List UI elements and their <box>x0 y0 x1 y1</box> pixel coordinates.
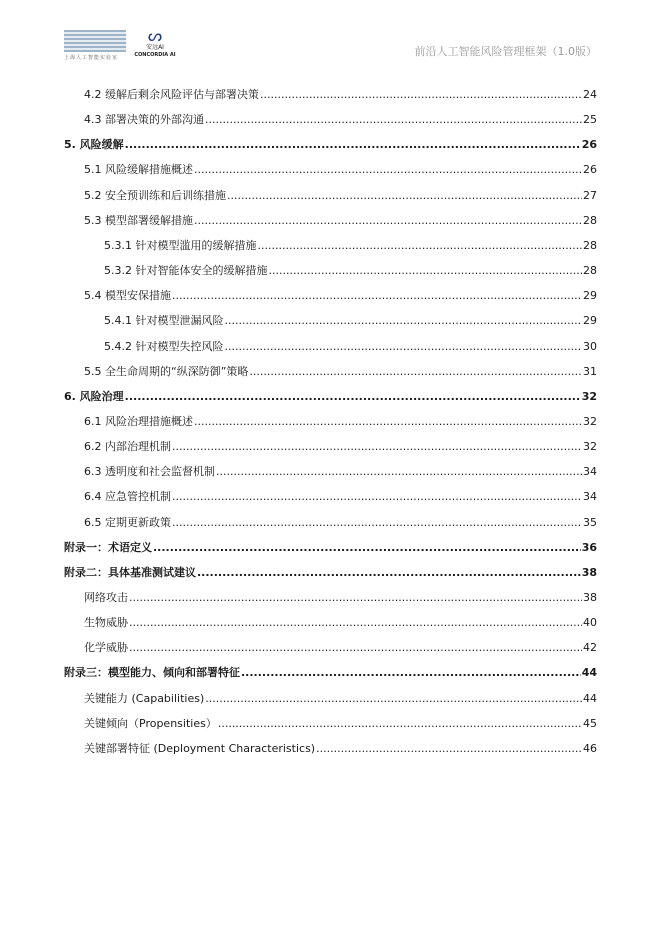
toc-entry-page: 34 <box>583 465 597 479</box>
dot-leader <box>316 741 582 757</box>
toc-entry[interactable] <box>64 540 597 556</box>
dot-leader <box>197 565 581 581</box>
toc-entry-page: 27 <box>583 188 597 202</box>
dot-leader <box>258 238 583 254</box>
toc-entry[interactable] <box>84 489 597 505</box>
toc-entry[interactable] <box>84 87 597 103</box>
dot-leader <box>172 515 582 531</box>
dot-leader <box>260 87 582 103</box>
dot-leader <box>225 313 583 329</box>
dot-leader <box>194 414 582 430</box>
toc-entry-page: 31 <box>583 364 597 378</box>
toc-entry-page: 40 <box>583 616 597 630</box>
toc-entry-page: 46 <box>583 741 597 755</box>
concordia-cn-name: 安远AI <box>146 44 164 51</box>
toc-entry-page: 24 <box>583 88 597 101</box>
toc-entry[interactable] <box>84 288 597 304</box>
page-header <box>0 0 663 80</box>
toc-entry-title: 网络攻击 <box>84 591 128 604</box>
toc-entry-page: 28 <box>583 213 597 227</box>
toc-entry[interactable] <box>84 213 597 229</box>
dot-leader <box>129 615 582 631</box>
toc-entry-title: 5.1 风险缓解措施概述 <box>84 163 193 177</box>
toc-entry-title: 5.3.1 针对模型滥用的缓解措施 <box>104 238 257 252</box>
toc-entry[interactable] <box>84 112 597 128</box>
document-title: 前沿人工智能风险管理框架（1.0版） <box>414 45 597 58</box>
toc-entry[interactable] <box>84 162 597 178</box>
toc-entry-title: 5. 风险缓解 <box>64 138 124 152</box>
shanghai-ai-lab-logo <box>64 30 126 64</box>
toc-entry-title: 6. 风险治理 <box>64 389 124 403</box>
dot-leader <box>194 162 582 178</box>
toc-entry-title: 6.3 透明度和社会监督机制 <box>84 465 215 479</box>
dot-leader <box>125 137 581 153</box>
dot-leader <box>205 112 582 128</box>
dot-leader <box>218 716 582 732</box>
toc-entry-page: 42 <box>583 641 597 655</box>
dot-leader <box>227 188 582 204</box>
toc-entry-title: 5.4 模型安保措施 <box>84 289 171 303</box>
toc-entry[interactable] <box>84 515 597 531</box>
dot-leader <box>249 364 582 380</box>
toc-entry[interactable] <box>64 665 597 681</box>
toc-entry-page: 34 <box>583 490 597 504</box>
toc-entry-page: 44 <box>583 691 597 705</box>
toc-entry-page: 25 <box>583 113 597 127</box>
toc-entry-title: 附录三：模型能力、倾向和部署特征 <box>64 666 240 680</box>
toc-entry-page: 32 <box>583 414 597 428</box>
toc-entry-page: 32 <box>581 389 597 403</box>
toc-entry[interactable] <box>104 238 597 254</box>
toc-entry-page: 28 <box>583 264 597 278</box>
toc-entry-page: 29 <box>583 289 597 303</box>
toc-entry-title: 5.5 全生命周期的“纵深防御”策略 <box>84 364 249 378</box>
toc-entry-title: 5.4.2 针对模型失控风险 <box>104 339 224 353</box>
lab-logo-caption: 上海人工智能实验室 <box>64 55 119 61</box>
toc-entry-title: 5.4.1 针对模型泄漏风险 <box>104 314 224 328</box>
toc-entry-page: 28 <box>583 238 597 252</box>
toc-entry-page: 26 <box>581 138 597 152</box>
toc-entry[interactable] <box>104 263 597 279</box>
toc-entry-title: 生物威胁 <box>84 616 128 630</box>
dot-leader <box>241 665 581 681</box>
toc-entry-title: 附录二：具体基准测试建议 <box>64 565 196 579</box>
toc-entry-page: 38 <box>583 591 597 604</box>
toc-entry-title: 化学威胁 <box>84 641 128 655</box>
toc-entry[interactable] <box>84 590 597 606</box>
toc-entry[interactable] <box>84 464 597 480</box>
toc-entry-page: 36 <box>581 540 597 554</box>
dot-leader <box>172 288 582 304</box>
toc-entry-title: 4.2 缓解后剩余风险评估与部署决策 <box>84 88 259 101</box>
toc-entry[interactable] <box>84 640 597 656</box>
toc-entry-page: 35 <box>583 515 597 529</box>
dot-leader <box>153 540 581 556</box>
toc-entry[interactable] <box>104 339 597 355</box>
concordia-wave-icon: ᔕ <box>147 26 163 45</box>
concordia-ai-logo <box>130 28 180 66</box>
toc-entry[interactable] <box>84 716 597 732</box>
concordia-en-name: CONCORDIA AI <box>134 52 176 58</box>
toc-entry-title: 5.3.2 针对智能体安全的缓解措施 <box>104 264 268 278</box>
dot-leader <box>269 263 583 279</box>
toc-entry-page: 26 <box>583 163 597 177</box>
toc-entry-title: 附录一：术语定义 <box>64 540 152 554</box>
toc-entry-title: 6.4 应急管控机制 <box>84 490 171 504</box>
toc-entry-title: 6.5 定期更新政策 <box>84 515 171 529</box>
dot-leader <box>129 590 582 606</box>
toc-entry[interactable] <box>84 188 597 204</box>
toc-entry-title: 关键倾向（Propensities） <box>84 716 217 730</box>
toc-entry[interactable] <box>64 137 597 153</box>
toc-entry[interactable] <box>84 439 597 455</box>
toc-entry-page: 30 <box>583 339 597 353</box>
toc-entry[interactable] <box>84 615 597 631</box>
toc-entry-page: 38 <box>581 565 597 579</box>
toc-entry-page: 32 <box>583 440 597 454</box>
toc-entry-title: 5.2 安全预训练和后训练措施 <box>84 188 226 202</box>
dot-leader <box>125 389 581 405</box>
toc-entry-title: 6.1 风险治理措施概述 <box>84 414 193 428</box>
toc-entry-title: 关键部署特征 (Deployment Characteristics) <box>84 741 316 755</box>
toc-entry-title: 6.2 内部治理机制 <box>84 440 171 454</box>
toc-entry[interactable] <box>64 565 597 581</box>
dot-leader <box>225 339 583 355</box>
dot-leader <box>172 489 582 505</box>
lab-logo-graphic <box>64 30 126 52</box>
toc-entry-page: 29 <box>583 314 597 328</box>
dot-leader <box>129 640 582 656</box>
toc-entry[interactable] <box>104 313 597 329</box>
dot-leader <box>205 691 582 707</box>
dot-leader <box>216 464 582 480</box>
dot-leader <box>172 439 582 455</box>
toc-entry-page: 44 <box>581 666 597 680</box>
toc-entry-title: 4.3 部署决策的外部沟通 <box>84 113 204 127</box>
toc-entry[interactable] <box>64 389 597 405</box>
toc-entry[interactable] <box>84 691 597 707</box>
dot-leader <box>194 213 582 229</box>
toc-entry-title: 5.3 模型部署缓解措施 <box>84 213 193 227</box>
toc-entry[interactable] <box>84 741 597 757</box>
toc-entry-page: 45 <box>583 716 597 730</box>
toc-entry-title: 关键能力 (Capabilities) <box>84 691 205 705</box>
toc-entry[interactable] <box>84 414 597 430</box>
toc-entry[interactable] <box>84 364 597 380</box>
